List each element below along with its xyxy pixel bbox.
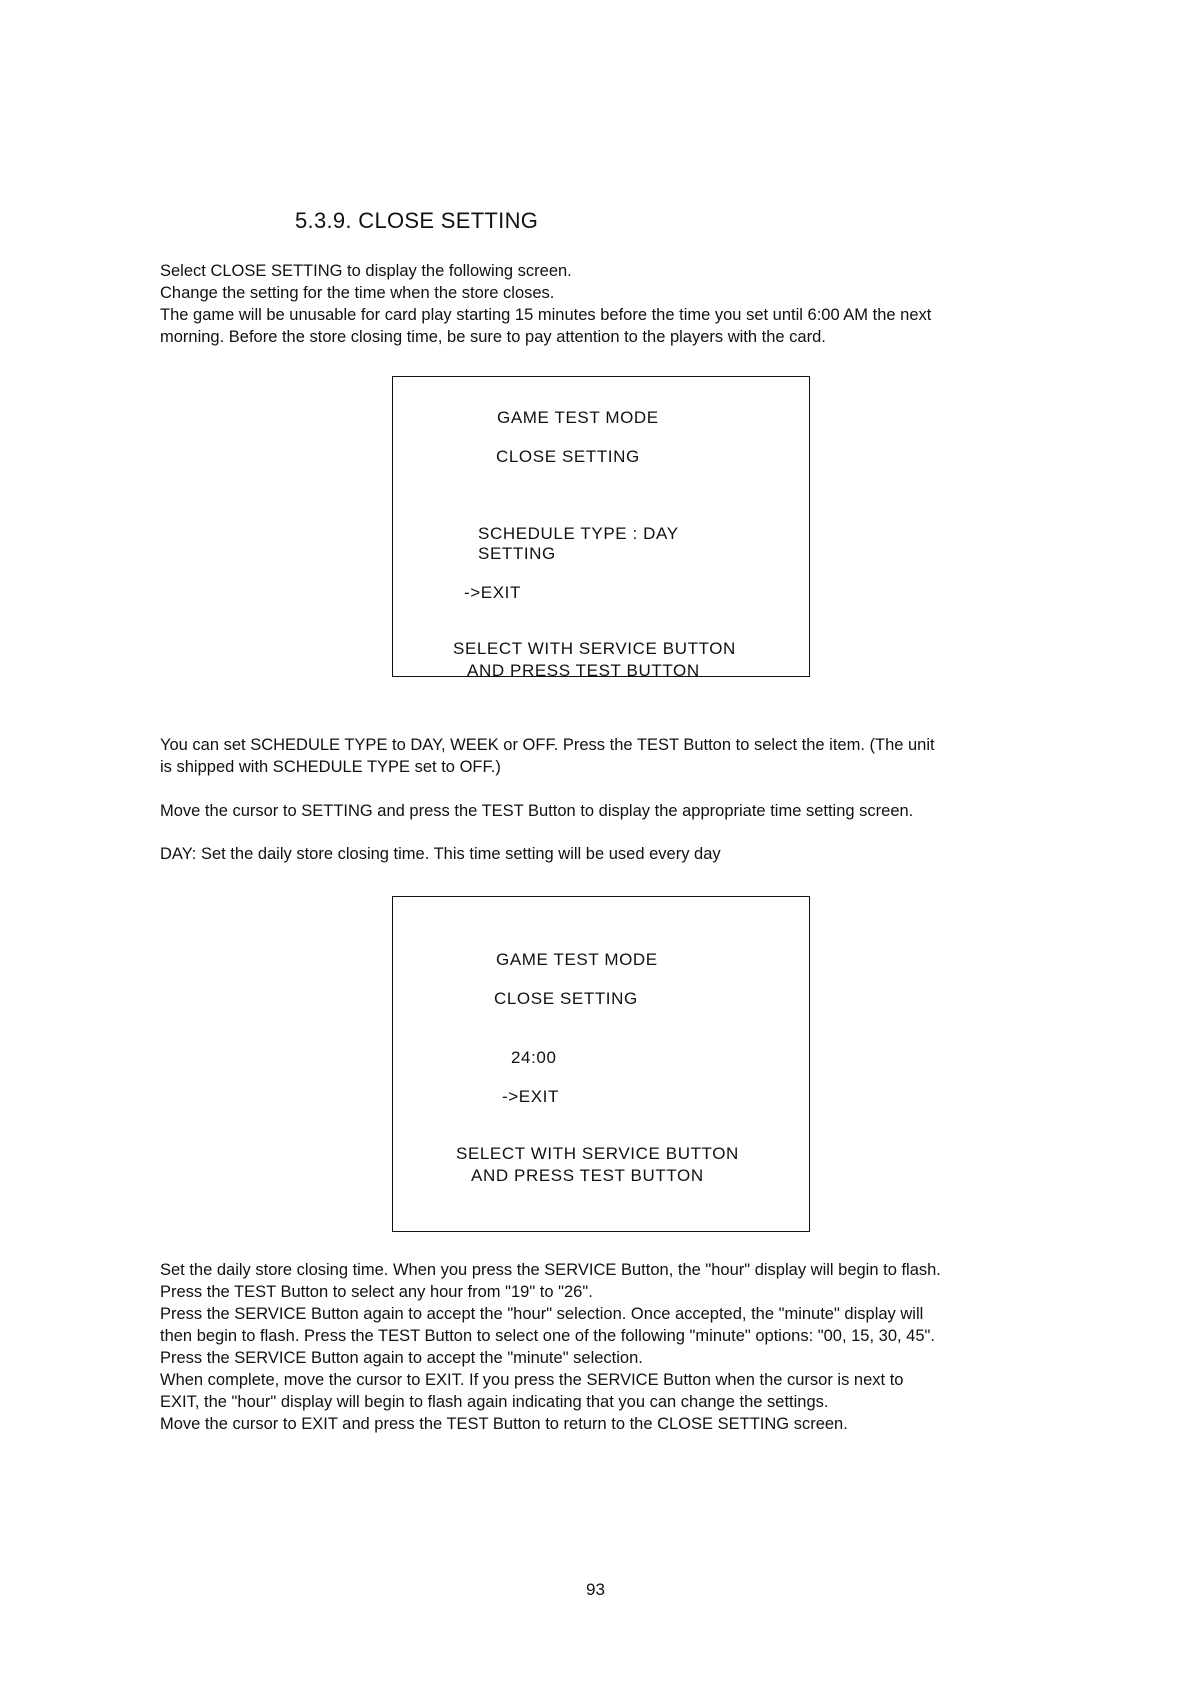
paragraph-line: then begin to flash. Press the TEST Button to select one of the following "minute" options: "00, 15, 30, 45".: [160, 1327, 935, 1345]
paragraph-line: You can set SCHEDULE TYPE to DAY, WEEK or OFF. Press the TEST Button to select the item. (The unit: [160, 736, 935, 754]
time-setting-screen: [392, 896, 810, 1232]
schedule-type-paragraph: [160, 734, 1060, 778]
setting-row: SETTING: [478, 544, 556, 563]
paragraph-line: is shipped with SCHEDULE TYPE set to OFF.): [160, 758, 501, 776]
intro-paragraph: [160, 260, 1060, 348]
screen-subtitle: CLOSE SETTING: [496, 447, 640, 466]
exit-row: ->EXIT: [502, 1087, 559, 1106]
move-cursor-paragraph: [160, 800, 1060, 822]
instruction-line: AND PRESS TEST BUTTON: [467, 661, 700, 680]
paragraph-line: Set the daily store closing time. When you press the SERVICE Button, the "hour" display will begin to flash.: [160, 1261, 941, 1279]
instruction-line: SELECT WITH SERVICE BUTTON: [456, 1144, 739, 1163]
paragraph-line: Press the SERVICE Button again to accept the "hour" selection. Once accepted, the "minute" display will: [160, 1305, 924, 1323]
intro-line: Select CLOSE SETTING to display the following screen.: [160, 262, 572, 280]
screen-title: GAME TEST MODE: [497, 408, 659, 427]
paragraph-line: Move the cursor to EXIT and press the TEST Button to return to the CLOSE SETTING screen.: [160, 1415, 848, 1433]
schedule-type-row: SCHEDULE TYPE : DAY: [478, 524, 679, 543]
screen-title: GAME TEST MODE: [496, 950, 658, 969]
page-number: 93: [586, 1580, 605, 1599]
paragraph-line: Press the SERVICE Button again to accept the "minute" selection.: [160, 1349, 643, 1367]
paragraph-line: Move the cursor to SETTING and press the TEST Button to display the appropriate time setting screen.: [160, 802, 914, 820]
section-heading: 5.3.9. CLOSE SETTING: [295, 208, 539, 233]
paragraph-line: Press the TEST Button to select any hour from "19" to "26".: [160, 1283, 593, 1301]
day-paragraph: [160, 843, 1060, 865]
paragraph-line: DAY: Set the daily store closing time. This time setting will be used every day: [160, 845, 721, 863]
close-setting-screen: [392, 376, 810, 680]
exit-row: ->EXIT: [464, 583, 521, 602]
screen-subtitle: CLOSE SETTING: [494, 989, 638, 1008]
instruction-line: AND PRESS TEST BUTTON: [471, 1166, 704, 1185]
paragraph-line: EXIT, the "hour" display will begin to flash again indicating that you can change the settings.: [160, 1393, 829, 1411]
intro-line: The game will be unusable for card play starting 15 minutes before the time you set until 6:00 AM the next: [160, 306, 932, 324]
paragraph-line: When complete, move the cursor to EXIT. If you press the SERVICE Button when the cursor is next to: [160, 1371, 904, 1389]
instruction-line: SELECT WITH SERVICE BUTTON: [453, 639, 736, 658]
intro-line: Change the setting for the time when the store closes.: [160, 284, 555, 302]
intro-line: morning. Before the store closing time, be sure to pay attention to the players with the card.: [160, 328, 826, 346]
closing-time-value: 24:00: [511, 1048, 557, 1067]
final-paragraph: [160, 1259, 1060, 1435]
